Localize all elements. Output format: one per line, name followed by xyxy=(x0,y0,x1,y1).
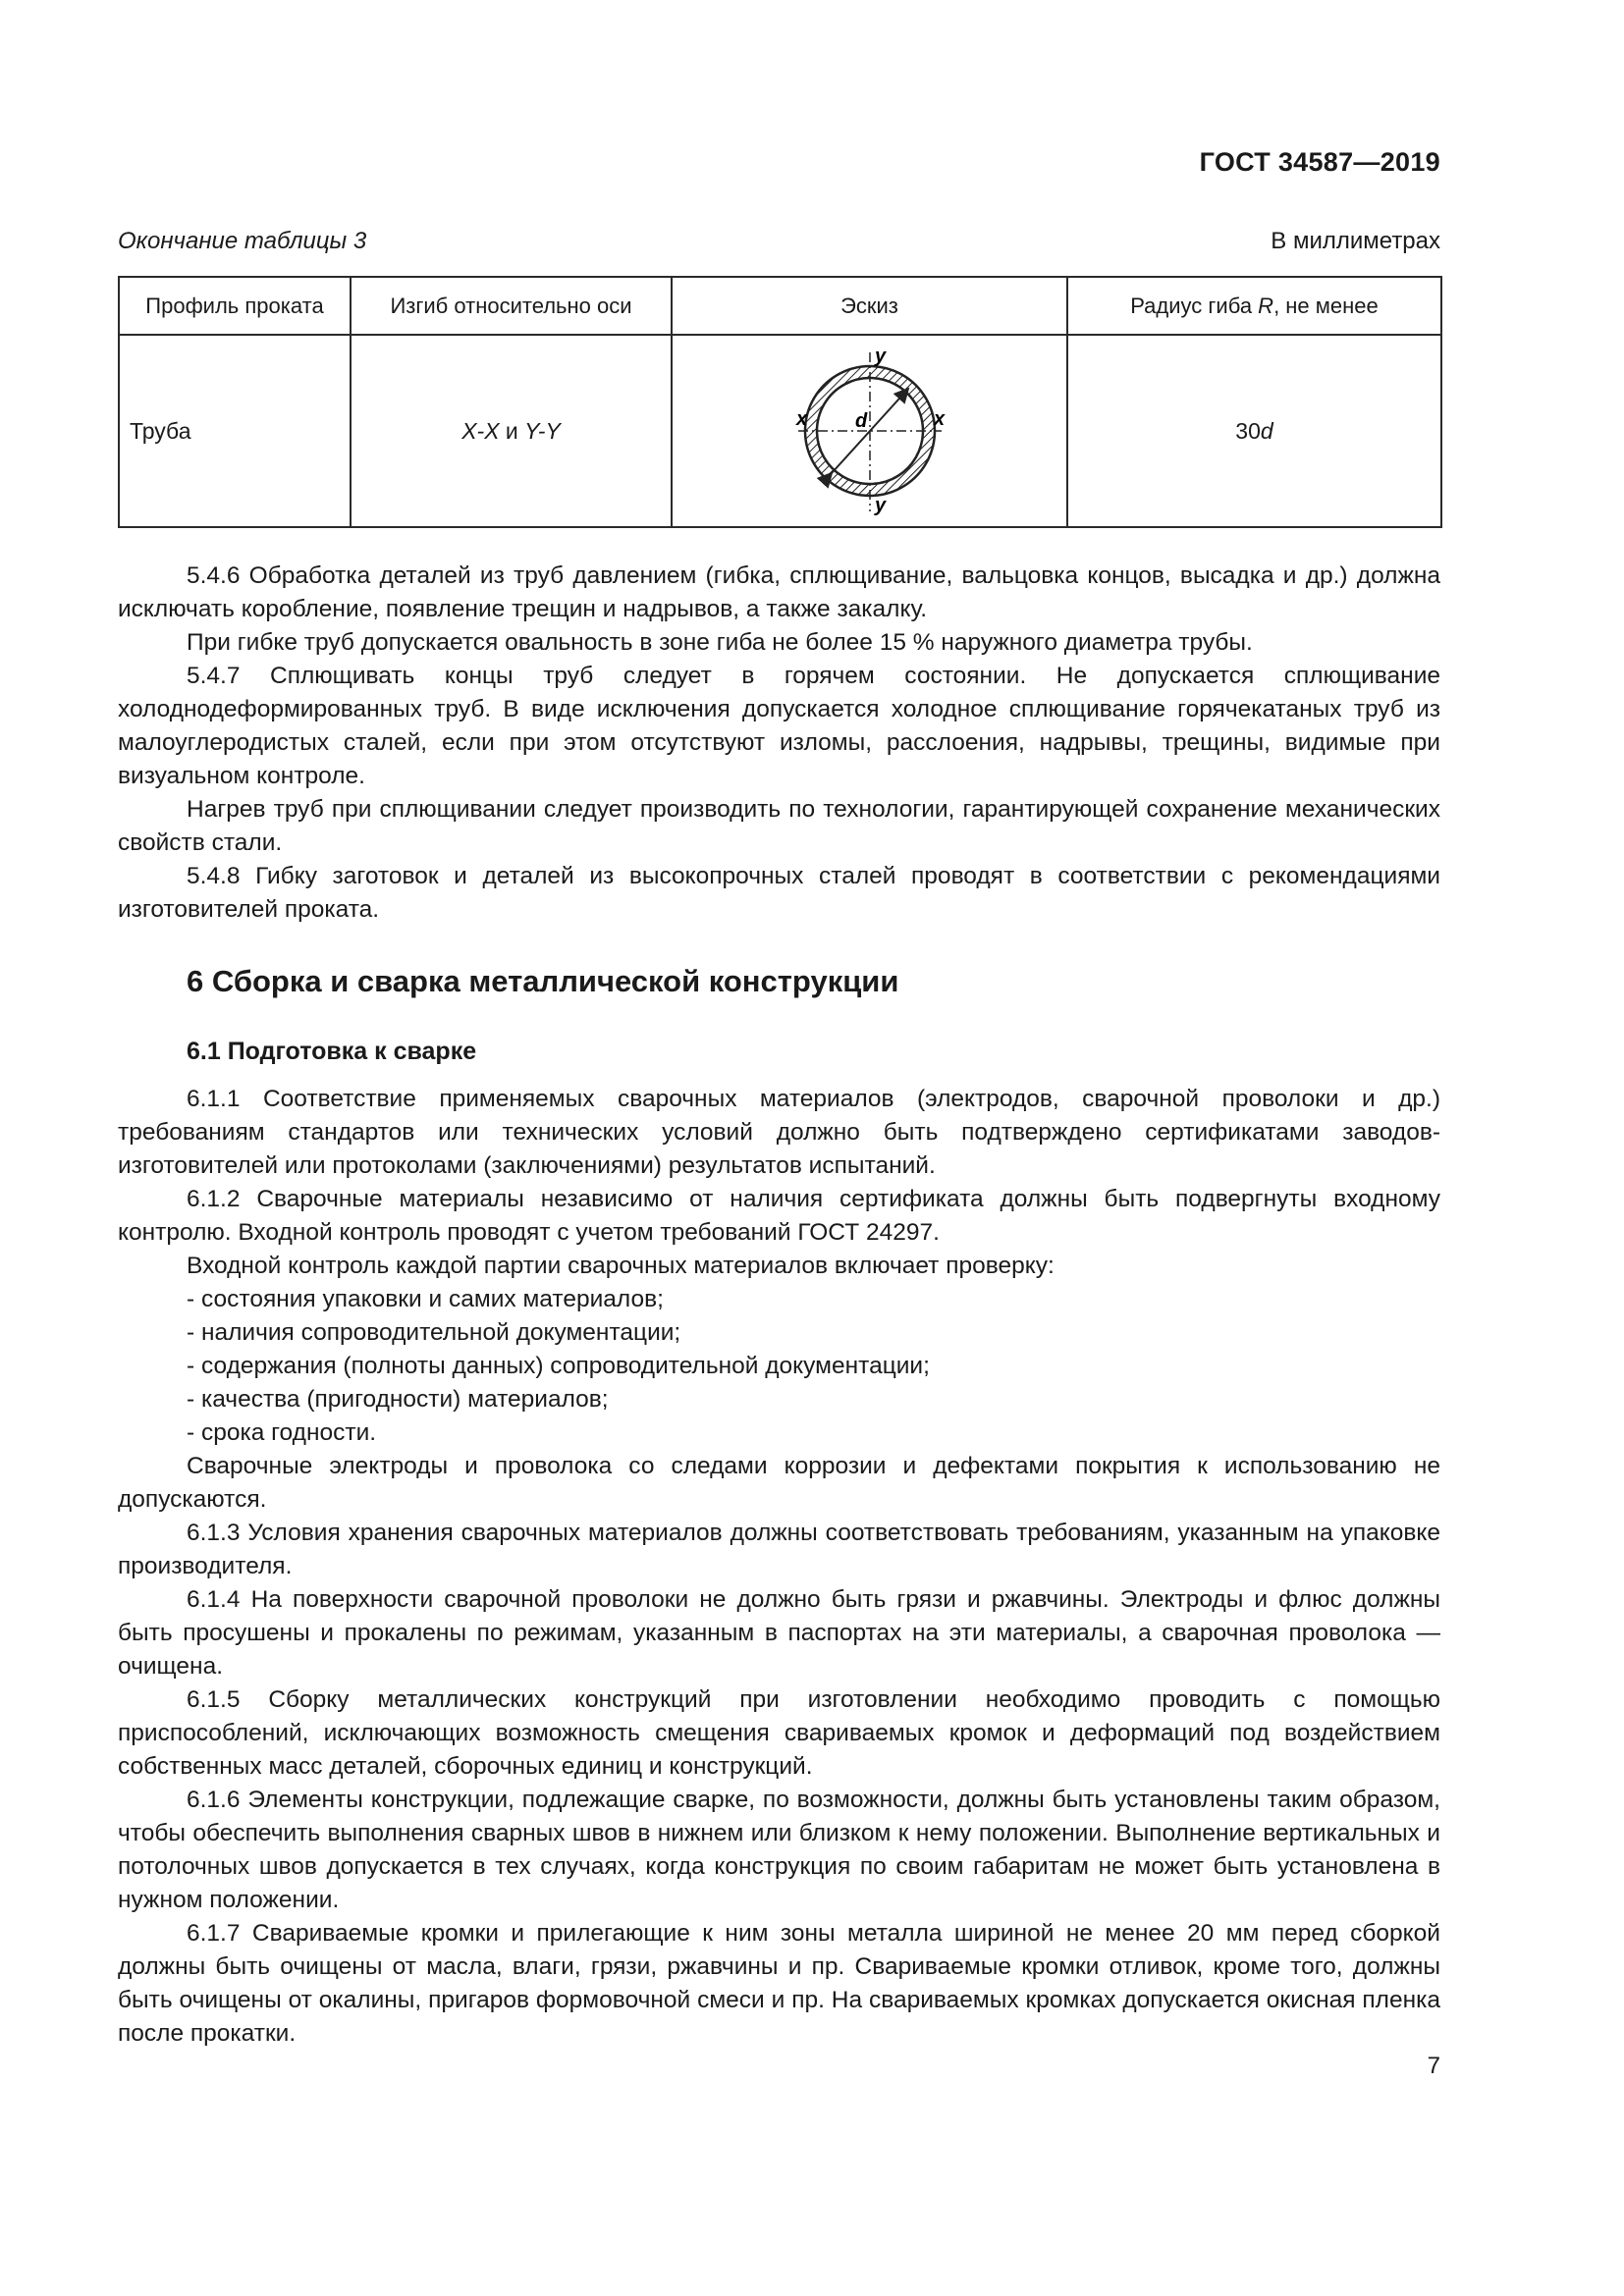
table-header-row xyxy=(119,277,1441,335)
page-number: 7 xyxy=(1427,2053,1440,2079)
document-page xyxy=(118,0,1440,2296)
subsection-title: 6.1 Подготовка к сварке xyxy=(187,1038,477,1065)
cell-axis xyxy=(351,335,672,527)
header-radius xyxy=(1067,277,1441,335)
pipe-sketch xyxy=(777,343,963,519)
list-item: - срока годности. xyxy=(187,1419,377,1446)
paragraph-6-1-5: 6.1.5 Сборку металлических конструкций при изготовлении необходимо проводить с помощью приспособлений, исключающих возможность смещения свариваемых кромок и деформаций под воздействием собственных масс деталей, сборочных единиц и конструкций. xyxy=(118,1686,1440,1780)
header-radius-prefix: Радиус гиба xyxy=(1130,293,1259,318)
text-block-main xyxy=(118,1083,1440,2051)
radius-var: d xyxy=(1260,417,1273,444)
paragraph-6-1-2: 6.1.2 Сварочные материалы независимо от наличия сертификата должны быть подвергнуты входному контролю. Входной контроль проводят с учетом требований ГОСТ 24297. xyxy=(118,1186,1440,1246)
section-title: 6 Сборка и сварка металлической конструкции xyxy=(187,964,899,998)
profile-table xyxy=(118,276,1442,528)
table-caption-row xyxy=(118,228,1440,261)
text-block-top xyxy=(118,560,1440,927)
paragraph-electrodes: Сварочные электроды и проволока со следами коррозии и дефектами покрытия к использованию не допускаются. xyxy=(118,1453,1440,1513)
paragraph-5-4-6: 5.4.6 Обработка деталей из труб давлением (гибка, сплющивание, вальцовка концов, высадка и др.) должна исключать коробление, появление трещин и надрывов, а также закалку. xyxy=(118,562,1440,622)
sketch-label-diameter: d xyxy=(854,410,867,432)
paragraph-6-1-1: 6.1.1 Соответствие применяемых сварочных материалов (электродов, сварочной проволоки и др.) требованиям стандартов или технических условий должно быть подтверждено сертификатами заводов-изготовителей или протоколами (заключениями) результатов испытаний. xyxy=(118,1086,1440,1179)
list-item: - содержания (полноты данных) сопроводительной документации; xyxy=(187,1353,930,1379)
table-units: В миллиметрах xyxy=(1271,228,1440,254)
list-item: - качества (пригодности) материалов; xyxy=(187,1386,609,1413)
sketch-label-x-left: x xyxy=(795,408,807,430)
paragraph-ovality: При гибке труб допускается овальность в зоне гиба не более 15 % наружного диаметра трубы. xyxy=(187,629,1253,656)
paragraph-5-4-8: 5.4.8 Гибку заготовок и деталей из высокопрочных сталей проводят в соответствии с рекомендациями изготовителей проката. xyxy=(118,863,1440,923)
paragraph-input-control: Входной контроль каждой партии сварочных материалов включает проверку: xyxy=(187,1253,1055,1279)
header-sketch: Эскиз xyxy=(672,277,1067,335)
axis-x-label: X-X xyxy=(461,417,500,444)
axis-y-label: Y-Y xyxy=(524,417,561,444)
header-radius-var: R xyxy=(1258,293,1274,318)
paragraph-6-1-4: 6.1.4 На поверхности сварочной проволоки не должно быть грязи и ржавчины. Электроды и флюс должны быть просушены и прокалены по режимам, указанным в паспортах на эти материалы, а сварочная проволока — очищена. xyxy=(118,1586,1440,1680)
paragraph-heating: Нагрев труб при сплющивании следует производить по технологии, гарантирующей сохранение механических свойств стали. xyxy=(118,796,1440,856)
header-radius-suffix: , не менее xyxy=(1273,293,1379,318)
cell-profile: Труба xyxy=(119,335,351,527)
table-row xyxy=(119,335,1441,527)
standard-id: ГОСТ 34587—2019 xyxy=(1199,147,1440,177)
sketch-label-x-right: x xyxy=(933,408,945,430)
table-caption: Окончание таблицы 3 xyxy=(118,228,367,254)
header-profile: Профиль проката xyxy=(119,277,351,335)
paragraph-6-1-6: 6.1.6 Элементы конструкции, подлежащие сварке, по возможности, должны быть установлены таким образом, чтобы обеспечить выполнения сварных швов в нижнем или близком к нему положении. Выполнение вертикальных и потолочных швов допускается в тех случаях, когда конструкция по своим габаритам не может быть установлена в нужном положении. xyxy=(118,1787,1440,1913)
sketch-label-y-bottom: y xyxy=(874,495,886,516)
header-axis: Изгиб относительно оси xyxy=(351,277,672,335)
paragraph-6-1-3: 6.1.3 Условия хранения сварочных материалов должны соответствовать требованиям, указанным на упаковке производителя. xyxy=(118,1520,1440,1579)
cell-sketch xyxy=(672,335,1067,527)
paragraph-5-4-7: 5.4.7 Сплющивать концы труб следует в горячем состоянии. Не допускается сплющивание холоднодеформированных труб. В виде исключения допускается холодное сплющивание горячекатаных труб из малоуглеродистых сталей, если при этом отсутствуют изломы, расслоения, надрывы, трещины, видимые при визуальном контроле. xyxy=(118,663,1440,789)
paragraph-6-1-7: 6.1.7 Свариваемые кромки и прилегающие к ним зоны металла шириной не менее 20 мм перед сборкой должны быть очищены от масла, влаги, грязи, ржавчины и пр. Свариваемые кромки отливок, кроме того, должны быть очищены от окалины, пригаров формовочной смеси и пр. На свариваемых кромках допускается окисная пленка после прокатки. xyxy=(118,1920,1440,2047)
sketch-label-y-top: y xyxy=(874,346,886,367)
list-item: - состояния упаковки и самих материалов; xyxy=(187,1286,664,1312)
cell-radius xyxy=(1067,335,1441,527)
list-item: - наличия сопроводительной документации; xyxy=(187,1319,681,1346)
radius-num: 30 xyxy=(1235,417,1261,444)
axis-and: и xyxy=(499,417,525,444)
